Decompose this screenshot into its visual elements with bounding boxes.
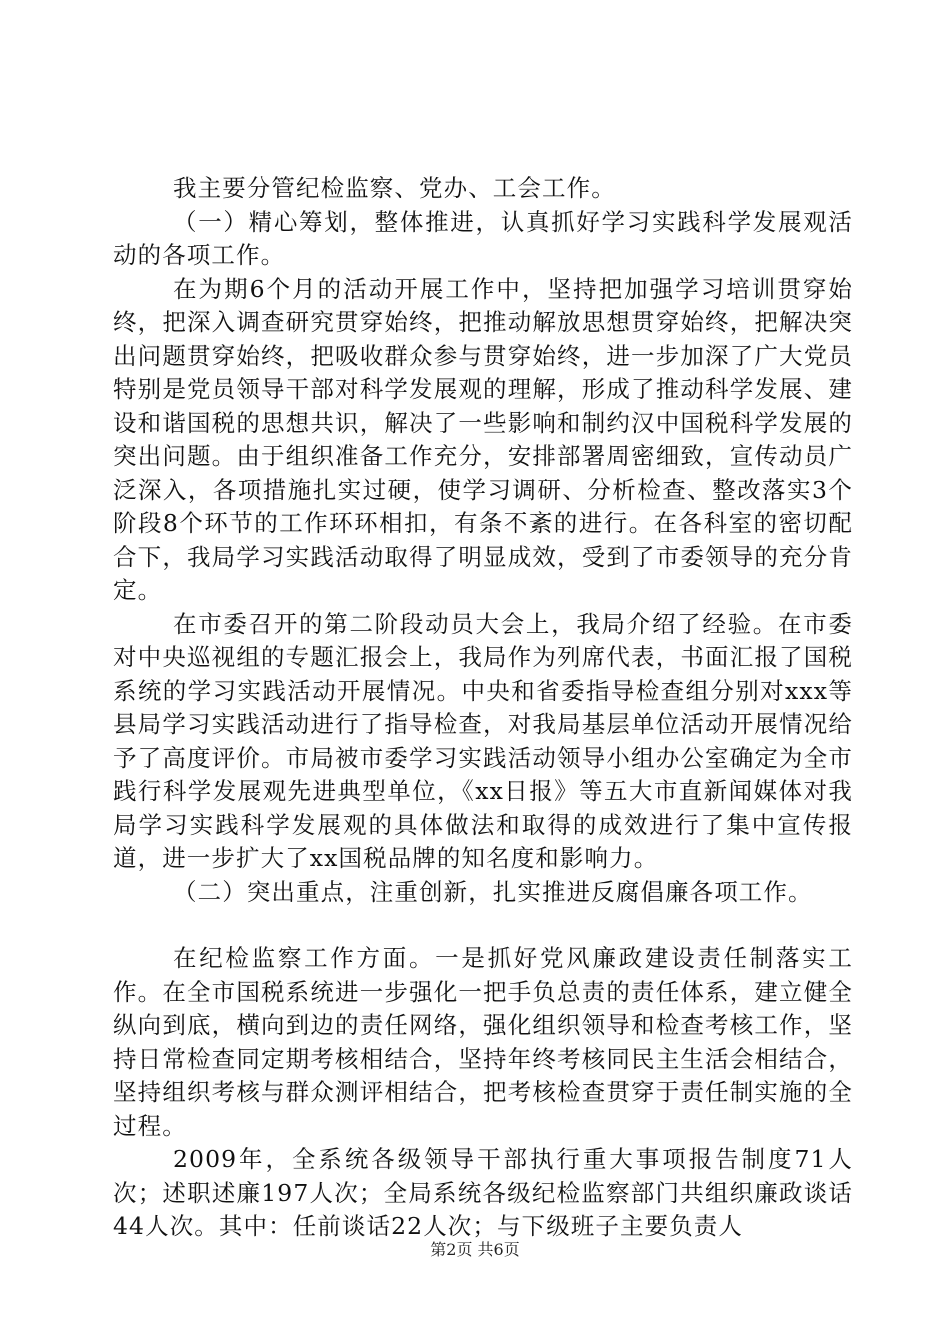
document-body	[113, 172, 853, 1244]
paragraph-discipline-inspection: 在纪检监察工作方面。一是抓好党风廉政建设责任制落实工作。在全市国税系统进一步强化一把手负总责的责任体系，建立健全纵向到底，横向到边的责任网络，强化组织领导和检查考核工作，坚持日常检查同定期考核相结合，坚持年终考核同民主生活会相结合，坚持组织考核与群众测评相结合，把考核检查贯穿于责任制实施的全过程。	[113, 944, 853, 1140]
section-heading-2: （二）突出重点，注重创新，扎实推进反腐倡廉各项工作。	[173, 877, 813, 906]
paragraph-achievements: 在市委召开的第二阶段动员大会上，我局介绍了经验。在市委对中央巡视组的专题汇报会上，我局作为列席代表，书面汇报了国税系统的学习实践活动开展情况。中央和省委指导检查组分别对xxx等县局学习实践活动进行了指导检查，对我局基层单位活动开展情况给予了高度评价。市局被市委学习实践活动领导小组办公室确定为全市践行科学发展观先进典型单位，《xx日报》等五大市直新闻媒体对我局学习实践科学发展观的具体做法和取得的成效进行了集中宣传报道，进一步扩大了xx国税品牌的知名度和影响力。	[113, 609, 853, 872]
paragraph-responsibilities: 我主要分管纪检监察、党办、工会工作。	[173, 174, 616, 202]
paragraph-activity-work: 在为期6个月的活动开展工作中，坚持把加强学习培训贯穿始终，把深入调查研究贯穿始终，把推动解放思想贯穿始终，把解决突出问题贯穿始终，把吸收群众参与贯穿始终，进一步加深了广大党员特别是党员领导干部对科学发展观的理解，形成了推动科学发展、建设和谐国税的思想共识，解决了一些影响和制约汉中国税科学发展的突出问题。由于组织准备工作充分，安排部署周密细致，宣传动员广泛深入，各项措施扎实过硬，使学习调研、分析检查、整改落实3个阶段8个环节的工作环环相扣，有条不紊的进行。在各科室的密切配合下，我局学习实践活动取得了明显成效，受到了市委领导的充分肯定。	[113, 274, 853, 604]
page-number-footer: 第2页 共6页	[430, 1240, 520, 1259]
paragraph-2009-statistics: 2009年，全系统各级领导干部执行重大事项报告制度71人次；述职述廉197人次；全局系统各级纪检监察部门共组织廉政谈话44人次。其中：任前谈话22人次；与下级班子主要负责人	[113, 1145, 853, 1240]
section-heading-1: （一）精心筹划，整体推进，认真抓好学习实践科学发展观活动的各项工作。	[113, 207, 853, 269]
paragraph-gap	[113, 909, 853, 942]
